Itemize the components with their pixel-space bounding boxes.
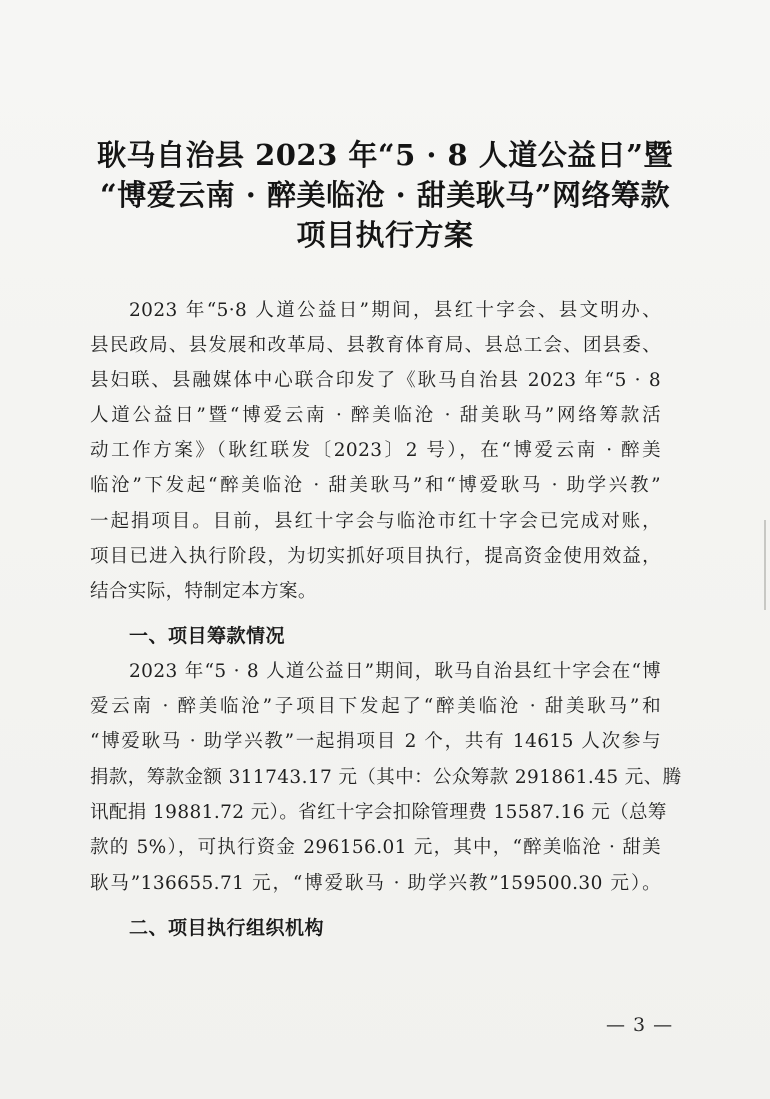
intro-line: 2023 年“5·8 人道公益日”期间，县红十字会、县文明办、 xyxy=(129,300,661,321)
intro-line: 结合实际，特制定本方案。 xyxy=(90,581,317,602)
intro-line: 动工作方案》（耿红联发〔2023〕2 号），在“博爱云南 · 醉美 xyxy=(90,440,661,461)
document-title-line-1: 耿马自治县 2023 年“5 · 8 人道公益日”暨 xyxy=(96,138,673,172)
section-1-line: 爱云南 · 醉美临沧”子项目下发起了“醉美临沧 · 甜美耿马”和 xyxy=(90,696,661,717)
intro-line: 项目已进入执行阶段，为切实抓好项目执行，提高资金使用效益， xyxy=(90,546,661,567)
section-1-line: 捐款，筹款金额 311743.17 元（其中：公众筹款 291861.45 元、腾 xyxy=(90,767,682,788)
section-1-heading: 一、项目筹款情况 xyxy=(129,625,286,647)
document-title-line-3: 项目执行方案 xyxy=(296,218,474,252)
intro-line: 临沧”下发起“醉美临沧 · 甜美耿马”和“博爱耿马 · 助学兴教” xyxy=(90,475,661,496)
scan-edge-mark xyxy=(764,520,766,610)
intro-line: 县民政局、县发展和改革局、县教育体育局、县总工会、团县委、 xyxy=(90,335,661,356)
intro-line: 人道公益日”暨“博爱云南 · 醉美临沧 · 甜美耿马”网络筹款活 xyxy=(90,405,661,426)
section-1-line: 耿马”136655.71 元，“博爱耿马 · 助学兴教”159500.30 元）。 xyxy=(90,873,661,894)
section-1-line: “博爱耿马 · 助学兴教”一起捐项目 2 个，共有 14615 人次参与 xyxy=(90,731,661,752)
section-2-heading: 二、项目执行组织机构 xyxy=(129,917,325,939)
intro-line: 县妇联、县融媒体中心联合印发了《耿马自治县 2023 年“5 · 8 xyxy=(90,370,661,391)
section-1-line: 2023 年“5 · 8 人道公益日”期间，耿马自治县红十字会在“博 xyxy=(129,661,661,682)
page-number: — 3 — xyxy=(606,1014,674,1036)
document-title-line-2: “博爱云南 · 醉美临沧 · 甜美耿马”网络筹款 xyxy=(100,178,670,212)
section-1-line: 款的 5%），可执行资金 296156.01 元，其中，“醉美临沧 · 甜美 xyxy=(90,837,661,858)
intro-line: 一起捐项目。目前，县红十字会与临沧市红十字会已完成对账， xyxy=(90,511,661,532)
section-1-line: 讯配捐 19881.72 元）。省红十字会扣除管理费 15587.16 元（总筹 xyxy=(90,802,667,823)
